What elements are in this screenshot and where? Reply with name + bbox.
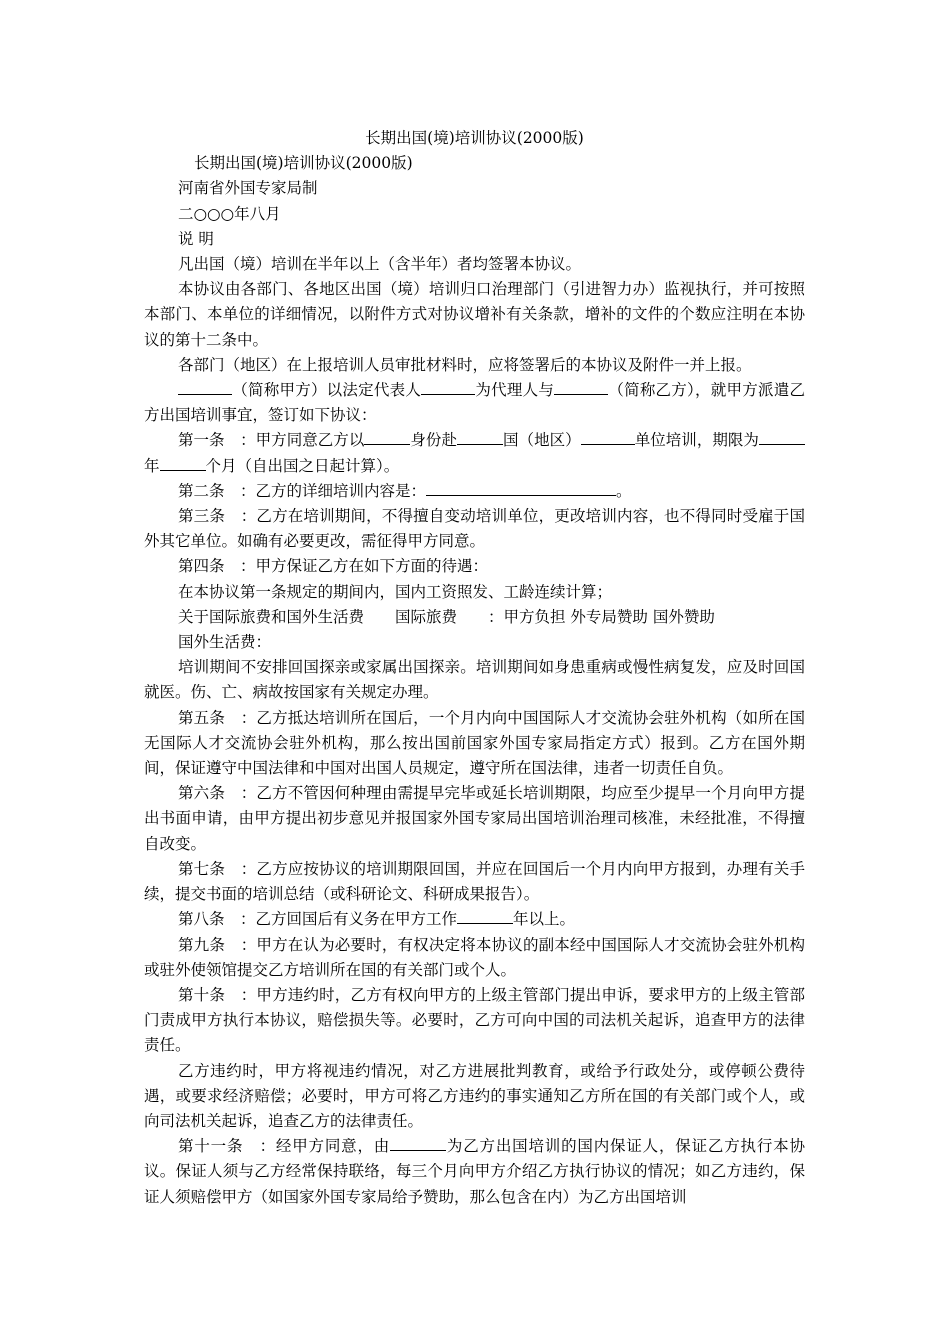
blank-field (160, 456, 206, 471)
note-heading: 说 明 (178, 229, 214, 248)
blank-field (759, 430, 805, 445)
parties-paragraph: （简称甲方）以法定代表人 为代理人与 （简称乙方），就甲方派遣乙方出国培训事宜，签订如下协议： (144, 381, 805, 425)
document-page (144, 126, 805, 1210)
document-subtitle: 长期出国(境)培训协议(2000版) (194, 154, 413, 173)
blank-field (364, 430, 410, 445)
article-11: 第十一条 ：经甲方同意，由 为乙方出国培训的国内保证人，保证乙方执行本协议。保证人须与乙方经常保持联络，每三个月向甲方介绍乙方执行协议的情况；如乙方违约，保证人须赔偿甲方（如国家外国专家局给予赞助，那么包含在内）为乙方出国培训 (144, 1137, 805, 1206)
article-3: 第三条 ：乙方在培训期间，不得擅自变动培训单位，更改培训内容，也不得同时受雇于国外其它单位。如确有必要更改，需征得甲方同意。 (144, 507, 805, 551)
paragraph: 凡出国（境）培训在半年以上（含半年）者均签署本协议。 (178, 255, 582, 274)
article-5: 第五条 ：乙方抵达培训所在国后，一个月内向中国国际人才交流协会驻外机构（如所在国无国际人才交流协会驻外机构，那么按出国前国家外国专家局指定方式）报到。乙方在国外期间，保证遵守中国法律和中国对出国人员规定，遵守所在国法律，违者一切责任自负。 (144, 708, 805, 778)
article-10-para-2: 乙方违约时，甲方将视违约情况，对乙方进展批判教育，或给予行政处分，或停顿公费待遇，或要求经济赔偿；必要时，甲方可将乙方违约的事实通知乙方所在国的有关部门或个人，或向司法机关起诉，追查乙方的法律责任。 (144, 1061, 805, 1130)
blank-field (178, 380, 232, 395)
article-8: 第八条 ：乙方回国后有义务在甲方工作 年以上。 (178, 910, 576, 929)
article-10: 第十条 ：甲方违约时，乙方有权向甲方的上级主管部门提出申诉，要求甲方的上级主管部门责成甲方执行本协议，赔偿损失等。必要时，乙方可向中国的司法机关起诉，追查甲方的法律责任。 (144, 985, 805, 1055)
date-line: 二○○○年八月 (178, 204, 281, 223)
blank-field (390, 1136, 446, 1151)
blank-field (457, 909, 513, 924)
blank-field (426, 481, 616, 496)
article-4-item: 培训期间不安排回国探亲或家属出国探亲。培训期间如身患重病或慢性病复发，应及时回国就医。伤、亡、病故按国家有关规定办理。 (144, 658, 805, 702)
blank-field (457, 430, 503, 445)
article-2: 第二条 ：乙方的详细培训内容是： 。 (178, 481, 632, 500)
paragraph: 各部门（地区）在上报培训人员审批材料时，应将签署后的本协议及附件一并上报。 (178, 355, 752, 374)
document-title: 长期出国(境)培训协议(2000版) (365, 129, 584, 147)
blank-field (421, 380, 475, 395)
article-4-item: 关于国际旅费和国外生活费 国际旅费 ：甲方负担 外专局赞助 国外赞助 (178, 607, 715, 626)
article-4-item: 在本协议第一条规定的期间内，国内工资照发、工龄连续计算； (178, 582, 613, 601)
article-4: 第四条 ：甲方保证乙方在如下方面的待遇： (178, 557, 489, 576)
blank-field (581, 430, 635, 445)
article-9: 第九条 ：甲方在认为必要时，有权决定将本协议的副本经中国国际人才交流协会驻外机构或驻外使领馆提交乙方培训所在国的有关部门或个人。 (144, 935, 805, 979)
article-6: 第六条 ：乙方不管因何种理由需提早完毕或延长培训期限，均应至少提早一个月向甲方提出书面申请，由甲方提出初步意见并报国家外国专家局出国培训治理司核准，未经批准，不得擅自改变。 (144, 784, 805, 853)
article-1: 第一条 ：甲方同意乙方以 身份赴 国（地区） 单位培训，期限为年 个月（自出国之日起计算）。 (144, 428, 805, 478)
article-7: 第七条 ：乙方应按协议的培训期限回国，并应在回国后一个月内向甲方报到，办理有关手续，提交书面的培训总结（或科研论文、科研成果报告）。 (144, 859, 805, 904)
blank-field (554, 380, 608, 395)
article-4-item: 国外生活费： (178, 633, 272, 652)
issuer-line: 河南省外国专家局制 (178, 179, 318, 198)
paragraph: 本协议由各部门、各地区出国（境）培训归口治理部门（引进智力办）监视执行，并可按照本部门、本单位的详细情况，以附件方式对协议增补有关条款，增补的文件的个数应注明在本协议的第十二条中。 (144, 280, 805, 349)
